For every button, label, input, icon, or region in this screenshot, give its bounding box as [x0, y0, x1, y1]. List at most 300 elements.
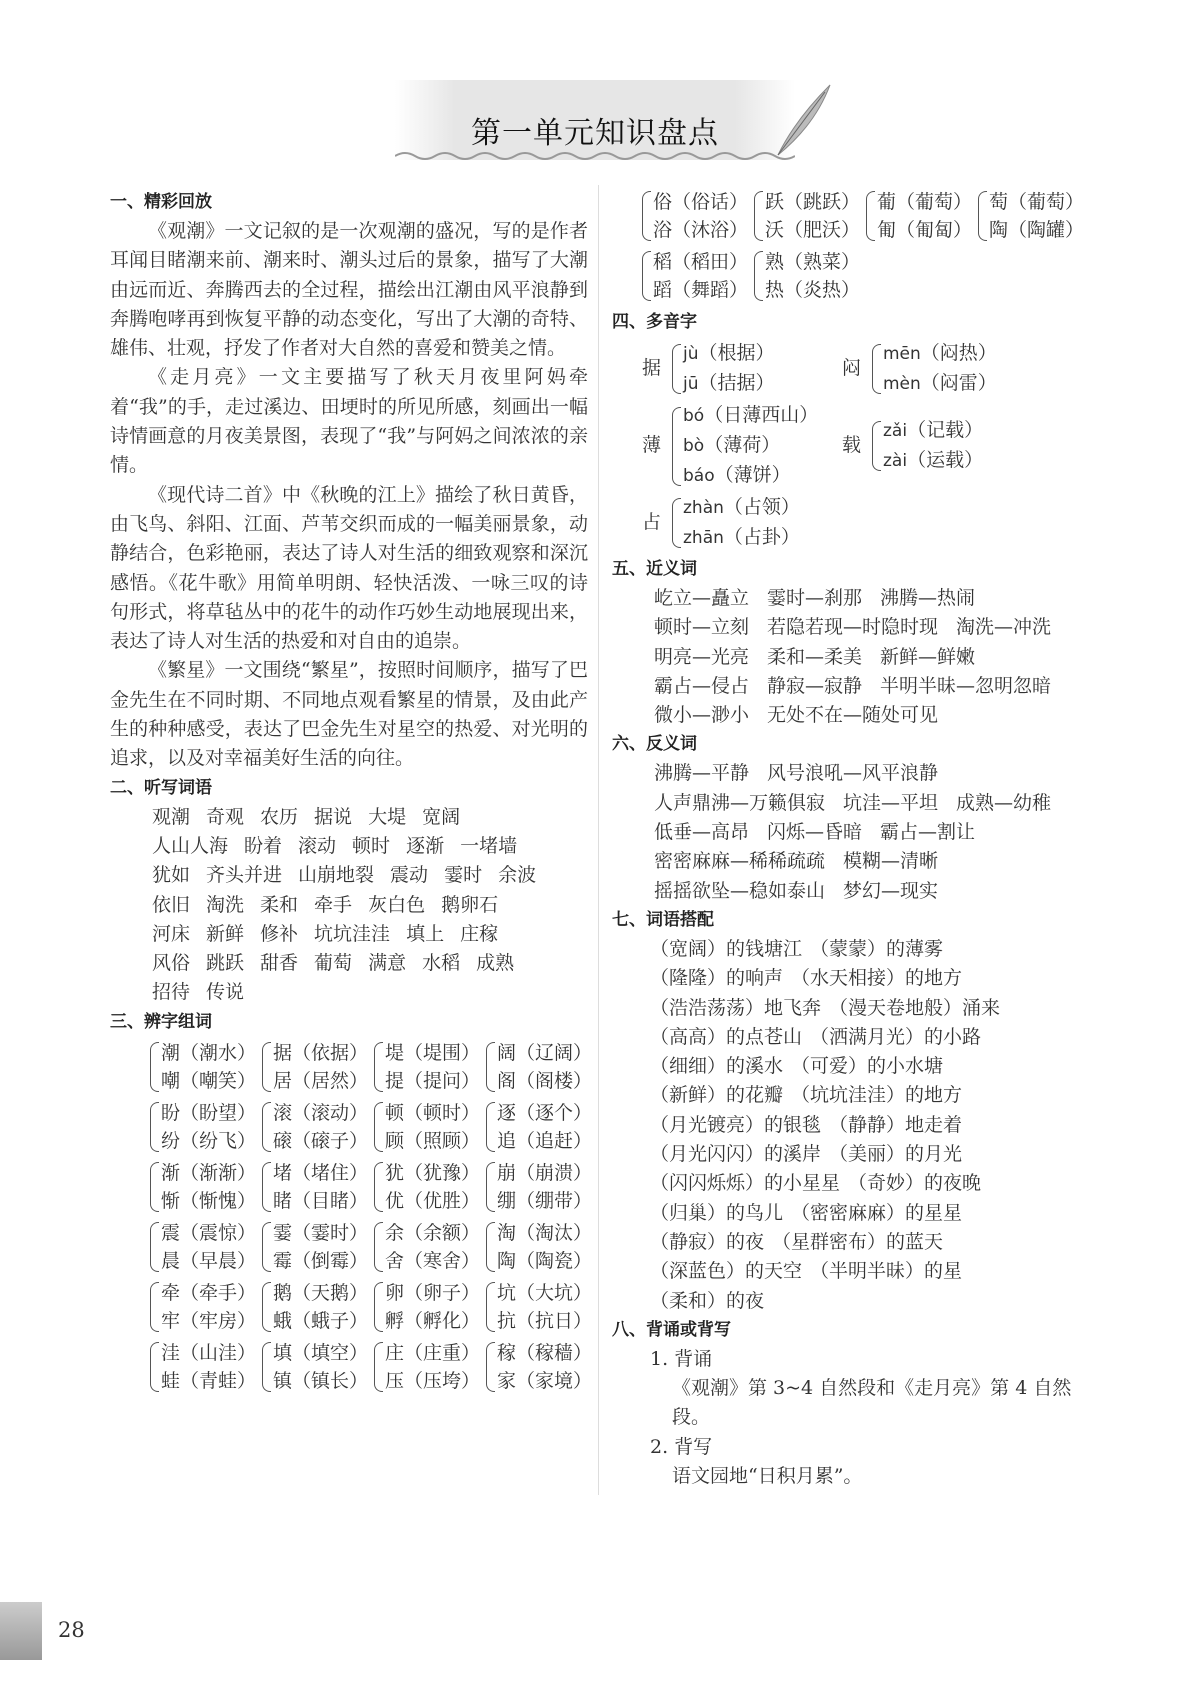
reading — [683, 523, 800, 553]
char-group — [150, 1039, 256, 1095]
polyphone-char: 据 — [642, 357, 662, 380]
group-item: 抗（抗日） — [497, 1309, 593, 1332]
group-items — [653, 188, 748, 244]
group-items — [653, 248, 748, 304]
group-item: 匍（匍匐） — [877, 219, 973, 241]
word: 农历 — [260, 805, 299, 828]
word: 淘洗—冲洗 — [956, 616, 1052, 639]
word-row — [654, 584, 1082, 613]
brace-icon — [262, 1222, 271, 1272]
group-item: 蛙（青蛙） — [161, 1369, 257, 1392]
recite-content: 《观潮》第 3~4 自然段和《走月亮》第 4 自然段。 — [672, 1377, 1072, 1429]
char-group — [486, 1219, 592, 1275]
group-item: 熟（熟菜） — [765, 251, 861, 273]
group-item: 崩（崩溃） — [497, 1161, 593, 1184]
word: 修补 — [260, 922, 299, 945]
word: 余波 — [498, 864, 537, 887]
brace-icon — [486, 1162, 495, 1212]
brace-icon — [374, 1282, 383, 1332]
group-items — [273, 1279, 368, 1335]
recite-label: 1. 背诵 — [650, 1347, 713, 1370]
word: 庄稼 — [460, 922, 499, 945]
word: 沸腾—平静 — [654, 762, 750, 785]
pinyin: jū — [683, 374, 699, 394]
group-items — [273, 1039, 368, 1095]
char-group — [374, 1039, 480, 1095]
group-row — [110, 1159, 593, 1215]
group-item: 庄（庄重） — [385, 1341, 481, 1364]
group-item: 顾（照顾） — [385, 1129, 481, 1152]
word-row — [650, 1287, 1082, 1316]
group-item: 霎（霎时） — [273, 1221, 369, 1244]
word: 顿时 — [352, 834, 391, 857]
char-group — [374, 1339, 480, 1395]
char-group — [642, 248, 748, 304]
polyphone-group — [642, 401, 842, 491]
dictation-words — [110, 803, 588, 1008]
word-row — [650, 1081, 1082, 1110]
word-row — [650, 1228, 1082, 1257]
word-row — [654, 643, 1082, 672]
pinyin: jù — [683, 344, 699, 364]
group-item: 浴（沐浴） — [653, 219, 749, 241]
group-items — [161, 1219, 256, 1275]
group-item: 孵（孵化） — [385, 1309, 481, 1332]
group-items — [273, 1219, 368, 1275]
group-item: 渐（渐渐） — [161, 1161, 257, 1184]
word: （水天相接）的地方 — [791, 967, 963, 990]
brace-icon — [150, 1162, 159, 1212]
word: 半明半昧—忽明忽暗 — [880, 674, 1052, 697]
reading-word: （占卦） — [723, 526, 800, 548]
group-items — [497, 1159, 592, 1215]
brace-icon — [486, 1102, 495, 1152]
recite-label: 2. 背写 — [650, 1435, 713, 1458]
word: （闪闪烁烁）的小星星 — [650, 1172, 841, 1195]
char-group — [150, 1279, 256, 1335]
word-row — [654, 877, 1082, 906]
wave-decoration — [395, 150, 795, 162]
reading-word: （日薄西山） — [704, 404, 819, 426]
section-heading: 二、听写词语 — [110, 777, 212, 798]
brace-icon — [486, 1042, 495, 1092]
brace-icon — [262, 1162, 271, 1212]
group-items — [273, 1339, 368, 1395]
group-item: 沃（肥沃） — [765, 219, 861, 241]
brace-icon — [486, 1342, 495, 1392]
group-items — [497, 1219, 592, 1275]
brace-icon — [262, 1102, 271, 1152]
recite-content: 语文园地“日积月累”。 — [672, 1465, 863, 1488]
group-item: 鹅（天鹅） — [273, 1281, 369, 1304]
word-row — [650, 1257, 1082, 1286]
group-items — [273, 1099, 368, 1155]
char-group — [262, 1159, 368, 1215]
word: （月光镀亮）的银毯 — [650, 1113, 822, 1136]
recitation — [612, 1345, 1082, 1491]
brace-icon — [150, 1282, 159, 1332]
pinyin: bó — [683, 406, 705, 426]
group-items — [385, 1279, 480, 1335]
char-group — [150, 1219, 256, 1275]
reading — [883, 369, 997, 399]
word: 无处不在—随处可见 — [767, 704, 939, 727]
paragraph: 《走月亮》一文主要描写了秋天月夜里阿妈牵着“我”的手，走过溪边、田埂时的所见所感，刻画出一幅诗情画意的月夜美景图，表现了“我”与阿妈之间浓浓的亲情。 — [110, 366, 588, 477]
word: 霸占—侵占 — [654, 674, 750, 697]
polyphone-char: 闷 — [842, 357, 862, 380]
polyphone-row — [612, 493, 1082, 553]
reading — [883, 446, 983, 476]
char-group — [374, 1219, 480, 1275]
antonyms — [612, 759, 1082, 905]
brace-icon — [374, 1222, 383, 1272]
char-group — [374, 1279, 480, 1335]
char-group — [262, 1099, 368, 1155]
char-group — [978, 188, 1084, 244]
brace-icon — [978, 191, 987, 241]
word: （柔和）的夜 — [650, 1289, 765, 1312]
word: 水稻 — [422, 952, 461, 975]
page-number: 28 — [58, 1618, 85, 1642]
reading — [683, 369, 775, 399]
word: 微小—渺小 — [654, 704, 750, 727]
word: 屹立—矗立 — [654, 587, 750, 609]
char-group — [262, 1219, 368, 1275]
word: 河床 — [152, 922, 191, 945]
reading — [683, 431, 818, 461]
group-item: 淘（淘汰） — [497, 1221, 593, 1244]
section-heading: 一、精彩回放 — [110, 192, 212, 212]
word-row — [650, 935, 1082, 964]
group-item: 蛾（蛾子） — [273, 1309, 369, 1332]
word: 齐头并进 — [206, 864, 283, 887]
group-item: 舍（寒舍） — [385, 1249, 481, 1272]
group-items — [273, 1159, 368, 1215]
brace-icon — [672, 407, 681, 486]
group-item: 热（炎热） — [765, 279, 861, 301]
char-group — [486, 1279, 592, 1335]
brace-icon — [374, 1102, 383, 1152]
word: （隆隆）的响声 — [650, 967, 784, 990]
readings — [683, 493, 800, 553]
word-row — [152, 978, 588, 1007]
word: 鹅卵石 — [441, 893, 499, 916]
group-item: 睹（目睹） — [273, 1189, 369, 1212]
group-items — [765, 188, 860, 244]
word-row — [654, 818, 1082, 847]
group-items — [497, 1099, 592, 1155]
word: 依旧 — [152, 893, 191, 916]
group-items — [385, 1039, 480, 1095]
word: （新鲜）的花瓣 — [650, 1084, 784, 1107]
word-row — [650, 1111, 1082, 1140]
char-group — [262, 1339, 368, 1395]
word-row — [654, 701, 1082, 730]
word: 霸占—割让 — [880, 821, 976, 844]
word: 霎时—刹那 — [767, 587, 863, 609]
brace-icon — [262, 1282, 271, 1332]
readings — [883, 339, 997, 399]
reading-word: （薄荷） — [704, 434, 781, 456]
reading — [683, 461, 818, 491]
word: （半明半昧）的星 — [810, 1260, 963, 1283]
brace-icon — [150, 1342, 159, 1392]
word: 逐渐 — [406, 834, 445, 857]
word: 模糊—清晰 — [843, 850, 939, 873]
word: 风号浪吼—风平浪静 — [767, 762, 939, 785]
readings — [883, 416, 983, 476]
paragraph: 《现代诗二首》中《秋晚的江上》描绘了秋日黄昏，由飞鸟、斜阳、江面、芦苇交织而成的一幅美丽景象，动静结合，色彩艳丽，表达了诗人对生活的细致观察和深沉感悟。《花牛歌》用简单明朗、轻快活泼、一咏三叹的诗句形式，将草毡丛中的花牛的动作巧妙生动地展现出来，表达了诗人对生活的热爱和对自由的追崇。 — [110, 483, 588, 653]
word-row — [152, 861, 588, 890]
word: 淘洗 — [206, 893, 245, 916]
group-row — [110, 1039, 593, 1095]
group-item: 萄（葡萄） — [989, 191, 1085, 213]
word-row — [152, 949, 588, 978]
word: 低垂—高昂 — [654, 821, 750, 844]
word: 风俗 — [152, 952, 191, 975]
brace-icon — [262, 1042, 271, 1092]
word-row — [650, 1023, 1082, 1052]
group-items — [877, 188, 972, 244]
pinyin: zhān — [683, 528, 724, 548]
pinyin: bò — [683, 436, 705, 456]
group-row — [110, 1279, 593, 1335]
word: 人山人海 — [152, 834, 229, 857]
group-row — [612, 248, 1082, 304]
group-item: 牵（牵手） — [161, 1281, 257, 1304]
word: 坑坑洼洼 — [314, 922, 391, 945]
brace-icon — [486, 1282, 495, 1332]
word: 若隐若现—时隐时现 — [767, 616, 939, 639]
word-row — [654, 847, 1082, 876]
brace-icon — [754, 191, 763, 241]
brace-icon — [872, 421, 881, 471]
char-group — [374, 1099, 480, 1155]
brace-icon — [150, 1042, 159, 1092]
word: （密密麻麻）的星星 — [791, 1201, 963, 1224]
word: 犹如 — [152, 864, 191, 887]
section-heading: 八、背诵或背写 — [612, 1319, 731, 1340]
char-group — [374, 1159, 480, 1215]
word: 传说 — [206, 981, 245, 1004]
group-item: 追（追赶） — [497, 1129, 593, 1152]
word: 甜香 — [260, 952, 299, 975]
group-row — [110, 1339, 593, 1395]
word: 霎时 — [444, 864, 483, 887]
word: 一堵墙 — [460, 834, 518, 857]
word-row — [650, 1199, 1082, 1228]
right-column — [612, 188, 1085, 1491]
pinyin: zài — [883, 451, 908, 471]
pinyin: mēn — [883, 344, 921, 364]
brace-icon — [866, 191, 875, 241]
group-item: 提（提问） — [385, 1069, 481, 1092]
word: 明亮—光亮 — [654, 645, 750, 668]
group-items — [497, 1039, 592, 1095]
brace-icon — [150, 1102, 159, 1152]
word: 新鲜—鲜嫩 — [880, 645, 976, 668]
group-items — [161, 1339, 256, 1395]
group-item: 纷（纷飞） — [161, 1129, 257, 1152]
char-group — [486, 1159, 592, 1215]
group-item: 稼（稼穑） — [497, 1341, 593, 1364]
word: （奇妙）的夜晚 — [848, 1172, 982, 1195]
reading-word: （记载） — [907, 419, 984, 441]
word: （深蓝色）的天空 — [650, 1260, 803, 1283]
collocations — [612, 935, 1082, 1316]
group-items — [385, 1219, 480, 1275]
char-group — [866, 188, 972, 244]
group-item: 磙（磙子） — [273, 1129, 369, 1152]
group-items — [161, 1039, 256, 1095]
review-paragraphs — [110, 217, 588, 774]
reading — [883, 339, 997, 369]
word: 填上 — [406, 922, 445, 945]
word: （浩浩荡荡）地飞奔 — [650, 996, 822, 1019]
section-heading: 五、近义词 — [612, 559, 697, 579]
group-items — [385, 1099, 480, 1155]
word: （细细）的溪水 — [650, 1055, 784, 1078]
char-groups — [612, 188, 1085, 304]
reading-word: （薄饼） — [714, 464, 791, 486]
char-group — [150, 1339, 256, 1395]
reading-word: （占领） — [723, 496, 800, 518]
char-groups — [110, 1039, 593, 1395]
readings — [683, 401, 818, 491]
group-item: 跃（跳跃） — [765, 191, 861, 213]
char-group — [262, 1039, 368, 1095]
paragraph: 《观潮》一文记叙的是一次观潮的盛况，写的是作者耳闻目睹潮来前、潮来时、潮头过后的景象，描写了大潮由远而近、奔腾西去的全过程，描绘出江潮由风平浪静到奔腾咆哮再到恢复平静的动态变化，写出了大潮的奇特、雄伟、壮观，抒发了作者对大自然的喜爱和赞美之情。 — [110, 220, 588, 360]
char-group — [754, 188, 860, 244]
brace-icon — [754, 251, 763, 301]
char-group — [486, 1039, 592, 1095]
group-items — [385, 1339, 480, 1395]
group-item: 余（余额） — [385, 1221, 481, 1244]
polyphone-char: 薄 — [642, 434, 662, 457]
word-row — [152, 803, 588, 832]
group-items — [765, 248, 860, 304]
group-item: 陶（陶瓷） — [497, 1249, 593, 1272]
word: 顿时—立刻 — [654, 616, 750, 639]
word: 满意 — [368, 952, 407, 975]
word-row — [152, 920, 588, 949]
brace-icon — [672, 344, 681, 394]
left-column — [110, 188, 593, 1399]
word: 据说 — [314, 805, 353, 828]
group-item: 潮（潮水） — [161, 1041, 257, 1064]
char-group — [262, 1279, 368, 1335]
word: 新鲜 — [206, 922, 245, 945]
word-row — [650, 1052, 1082, 1081]
word: 大堤 — [368, 805, 407, 828]
group-item: 震（震惊） — [161, 1221, 257, 1244]
group-items — [161, 1159, 256, 1215]
polyphone-char: 占 — [642, 511, 662, 534]
group-item: 陶（陶罐） — [989, 219, 1085, 241]
group-item: 阔（辽阔） — [497, 1041, 593, 1064]
group-item: 镇（镇长） — [273, 1369, 369, 1392]
section-heading: 七、词语搭配 — [612, 909, 714, 930]
pinyin: báo — [683, 466, 715, 486]
word-row — [650, 1169, 1082, 1198]
brace-icon — [486, 1222, 495, 1272]
title-banner — [395, 80, 795, 160]
group-item: 据（依据） — [273, 1041, 369, 1064]
section-heading: 三、辨字组词 — [110, 1011, 212, 1032]
group-item: 阁（阁楼） — [497, 1069, 593, 1092]
group-item: 绷（绷带） — [497, 1189, 593, 1212]
group-item: 惭（惭愧） — [161, 1189, 257, 1212]
word-row — [654, 672, 1082, 701]
group-items — [385, 1159, 480, 1215]
char-group — [642, 188, 748, 244]
group-items — [989, 188, 1084, 244]
word: （星群密布）的蓝天 — [772, 1230, 944, 1253]
group-items — [497, 1339, 592, 1395]
word: 山崩地裂 — [298, 864, 375, 887]
reading-word: （运载） — [907, 449, 984, 471]
page-tab — [0, 1602, 42, 1660]
word-row — [650, 964, 1082, 993]
group-row — [110, 1099, 593, 1155]
group-item: 逐（逐个） — [497, 1101, 593, 1124]
word: （坑坑洼洼）的地方 — [791, 1084, 963, 1107]
word-row — [650, 1140, 1082, 1169]
word: （归巢）的鸟儿 — [650, 1201, 784, 1224]
group-items — [161, 1099, 256, 1155]
polyphones — [612, 339, 1082, 553]
reading-word: （闷雷） — [920, 372, 997, 394]
brace-icon — [374, 1042, 383, 1092]
word: 牵手 — [314, 893, 353, 916]
group-item: 稻（稻田） — [653, 251, 749, 273]
group-item: 填（填空） — [273, 1341, 369, 1364]
word: 灰白色 — [368, 893, 426, 916]
brace-icon — [374, 1342, 383, 1392]
pinyin: zǎi — [883, 421, 908, 441]
word-row — [654, 789, 1082, 818]
word: 梦幻—现实 — [843, 879, 939, 902]
brace-icon — [642, 191, 651, 241]
word: 奇观 — [206, 805, 245, 828]
page-title: 第一单元知识盘点 — [471, 116, 719, 151]
group-item: 压（压垮） — [385, 1369, 481, 1392]
group-item: 居（居然） — [273, 1069, 369, 1092]
word: （可爱）的小水塘 — [791, 1055, 944, 1078]
group-item: 顿（顿时） — [385, 1101, 481, 1124]
word: 摇摇欲坠—稳如泰山 — [654, 879, 826, 902]
word: （蒙蒙）的薄雾 — [810, 937, 944, 960]
group-row — [110, 1219, 593, 1275]
word: 沸腾—热闹 — [880, 587, 976, 609]
char-group — [486, 1339, 592, 1395]
group-item: 卵（卵子） — [385, 1281, 481, 1304]
polyphone-group — [842, 339, 1042, 399]
polyphone-char: 载 — [842, 434, 862, 457]
group-item: 堵（堵住） — [273, 1161, 369, 1184]
reading-word: （闷热） — [920, 342, 997, 364]
brace-icon — [150, 1222, 159, 1272]
group-item: 葡（葡萄） — [877, 191, 973, 213]
group-item: 蹈（舞蹈） — [653, 279, 749, 301]
group-item: 盼（盼望） — [161, 1101, 257, 1124]
pinyin: mèn — [883, 374, 921, 394]
group-items — [497, 1279, 592, 1335]
word: 坑洼—平坦 — [843, 791, 939, 814]
word: 柔和 — [260, 893, 299, 916]
word-row — [650, 994, 1082, 1023]
readings — [683, 339, 775, 399]
